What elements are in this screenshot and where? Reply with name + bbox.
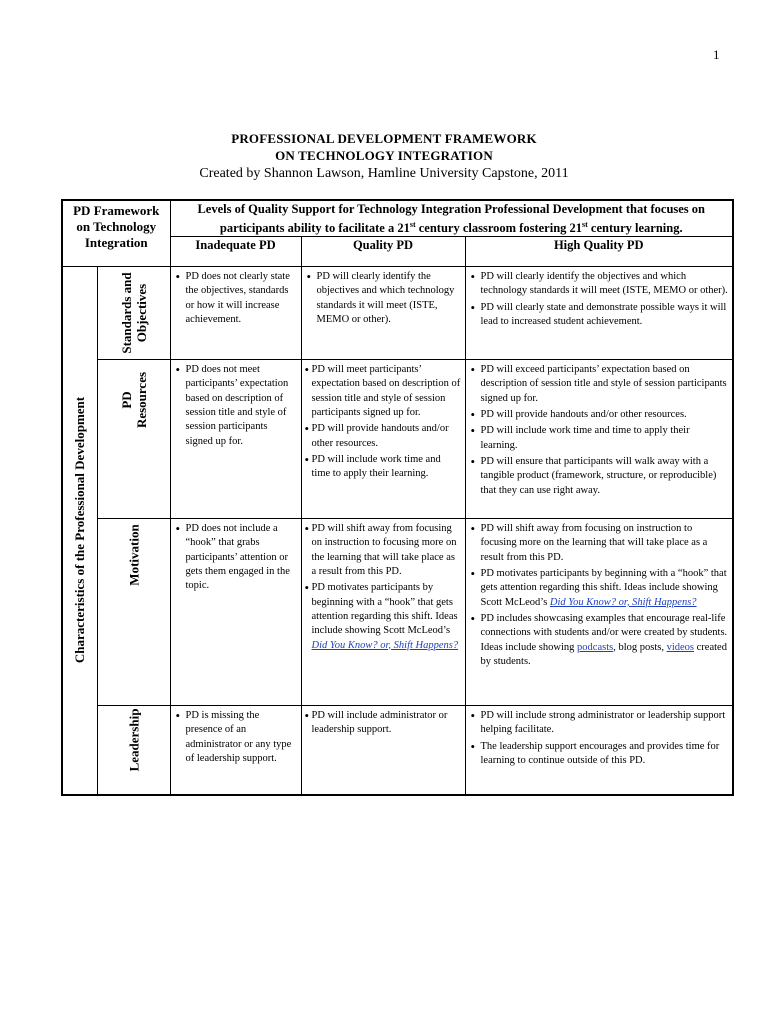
row-label-line: Standards and <box>118 272 134 354</box>
list-item: • PD will shift away from focusing on instruction to focusing more on the learning that will take place as a result from this PD. <box>306 522 461 579</box>
list-item: • PD will ensure that participants will walk away with a tangible product (framework, structure, or reproducible) that they can use right away. <box>470 455 729 498</box>
row-label-line: Resources <box>133 372 149 429</box>
levels-header <box>170 200 733 237</box>
column-header-quality: Quality PD <box>301 237 465 267</box>
list-item <box>306 581 461 652</box>
row-label-standards <box>119 273 149 354</box>
column-header-inadequate: Inadequate PD <box>170 237 301 267</box>
header-row-levels <box>62 200 733 237</box>
did-you-know-link[interactable]: Did You Know? or, Shift Happens? <box>549 596 697 608</box>
cell-quality <box>301 706 465 795</box>
levels-text: century classroom fostering 21 <box>415 221 583 236</box>
row-label-leadership <box>126 709 141 772</box>
list-item-text: , blog posts, <box>613 641 667 653</box>
cell-inadequate <box>170 519 301 706</box>
list-item: • PD will provide handouts and/or other resources. <box>306 422 461 451</box>
list-item-text: created by students. <box>480 641 727 667</box>
corner-line: Integration <box>84 235 148 250</box>
page-number: 1 <box>713 47 720 62</box>
table-row <box>62 706 733 795</box>
list-item-text: PD motivates participants by beginning with a “hook” that gets attention regarding this shift. Ideas include showing Scott McLeod’s <box>311 582 458 637</box>
table-row <box>62 267 733 360</box>
list-item <box>470 567 729 610</box>
row-label-line: PD <box>118 391 134 409</box>
document-title-line-1: PROFESSIONAL DEVELOPMENT FRAMEWORK <box>231 131 537 146</box>
row-label-line: Objectives <box>133 283 149 343</box>
list-item: • PD will provide handouts and/or other resources. <box>470 408 729 422</box>
corner-line: PD Framework <box>73 203 160 218</box>
levels-sup: st <box>409 220 416 229</box>
row-label-cell <box>97 267 170 360</box>
side-label: Characteristics of the Professional Development <box>71 397 87 664</box>
levels-text: Levels of Quality Support for Technology Integration Professional Development that focuses on participants ability to facilitate a 21 <box>197 202 706 236</box>
levels-text: century learning. <box>587 221 683 236</box>
list-item: • PD will clearly identify the objectives and which technology standards it will meet (ISTE, MEMO or other). <box>306 270 461 327</box>
cell-high-quality <box>465 360 733 519</box>
table-row <box>62 360 733 519</box>
cell-high-quality <box>465 706 733 795</box>
side-label-cell <box>62 267 97 795</box>
list-item: • PD will exceed participants’ expectation based on description of session title and style of session participants signed up for. <box>470 363 729 406</box>
cell-inadequate <box>170 267 301 360</box>
cell-inadequate <box>170 360 301 519</box>
row-label-line: Motivation <box>126 524 141 586</box>
row-label-resources <box>119 372 149 428</box>
cell-quality <box>301 267 465 360</box>
list-item <box>470 612 729 669</box>
document-credit: Created by Shannon Lawson, Hamline University Capstone, 2011 <box>199 166 569 181</box>
levels-sup: st <box>582 220 588 229</box>
list-item: • PD is missing the presence of an administrator or any type of leadership support. <box>175 709 297 766</box>
list-item: • PD will shift away from focusing on instruction to focusing more on the learning that will take place as a result from this PD. <box>470 522 729 565</box>
list-item: • PD will include strong administrator or leadership support helping facilitate. <box>470 709 729 738</box>
list-item-text: PD includes showcasing examples that encourage real-life connections with students and/or were created by students. Ideas include showing <box>480 612 728 653</box>
row-label-cell <box>97 360 170 519</box>
row-label-line: Leadership <box>126 708 141 772</box>
list-item: • PD does not include a “hook” that grabs participants’ attention or gets them engaged in the topic. <box>175 522 297 593</box>
column-header-high-quality: High Quality PD <box>465 237 733 267</box>
list-item: • PD will include administrator or leadership support. <box>306 709 461 738</box>
cell-high-quality <box>465 267 733 360</box>
did-you-know-link[interactable]: Did You Know? or, Shift Happens? <box>311 639 459 651</box>
row-label-motivation <box>126 524 141 585</box>
list-item: • PD will include work time and time to apply their learning. <box>306 453 461 482</box>
list-item: • The leadership support encourages and provides time for learning to continue outside of this PD. <box>470 740 729 769</box>
list-item: • PD does not meet participants’ expectation based on description of session title and style of session participants signed up for. <box>175 363 297 449</box>
cell-quality <box>301 360 465 519</box>
list-item: • PD will clearly state and demonstrate possible ways it will lead to increased student achievement. <box>470 301 729 330</box>
videos-link[interactable]: videos <box>666 641 695 653</box>
list-item: • PD will include work time and time to apply their learning. <box>470 424 729 453</box>
cell-inadequate <box>170 706 301 795</box>
corner-header <box>62 200 170 267</box>
table-row <box>62 519 733 706</box>
list-item-text: PD motivates participants by beginning with a “hook” that gets attention regarding this shift. Ideas include showing Scott McLeod’s <box>480 568 727 608</box>
corner-line: on Technology <box>76 219 157 234</box>
podcasts-link[interactable]: podcasts <box>577 641 614 653</box>
framework-table <box>61 199 734 796</box>
list-item: • PD will meet participants’ expectation based on description of session title and style of session participants signed up for. <box>306 363 461 420</box>
list-item: • PD will clearly identify the objectives and which technology standards it will meet (ISTE, MEMO or other). <box>470 270 729 299</box>
row-label-cell <box>97 706 170 795</box>
list-item: • PD does not clearly state the objectives, standards or how it will increase achievement. <box>175 270 297 327</box>
document-title-line-2: ON TECHNOLOGY INTEGRATION <box>275 148 493 163</box>
cell-high-quality <box>465 519 733 706</box>
title-block <box>0 130 768 183</box>
row-label-cell <box>97 519 170 706</box>
cell-quality <box>301 519 465 706</box>
